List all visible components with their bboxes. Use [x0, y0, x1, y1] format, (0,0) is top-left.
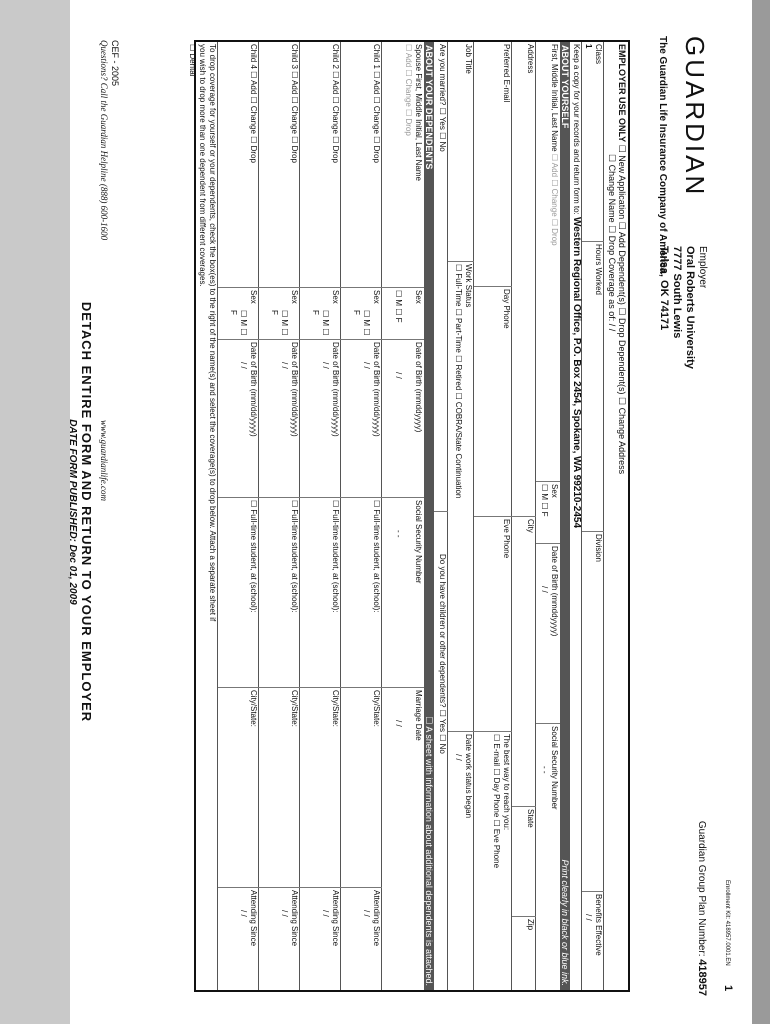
top-gray-bar: [752, 0, 770, 1024]
spouse-ssn-field[interactable]: Social Security Number - -: [382, 498, 424, 688]
bottom-gray-bar: [0, 0, 70, 1024]
child-city-state-field[interactable]: City/State:: [259, 688, 300, 888]
child-student-field[interactable]: ☐ Full-time student, at (school):: [218, 498, 259, 688]
spouse-sex-field[interactable]: Sex ☐ M ☐ F: [382, 288, 424, 340]
children-question[interactable]: Do you have children or other dependents? ☐ Yes ☐ No: [438, 554, 447, 754]
employer-use-options-2[interactable]: ☐ Change Name ☐ Drop Coverage as of: / /: [607, 154, 617, 332]
address-field[interactable]: Address: [512, 42, 536, 517]
spouse-name-field[interactable]: Spouse First, Middle Initial, Last Name ☐ Add ☐ Change ☐ Drop: [382, 42, 424, 288]
ssn-field[interactable]: Social Security Number - -: [540, 726, 559, 810]
dob-field[interactable]: Date of Birth (mmddyyyy) / /: [536, 544, 560, 724]
child-attending-field[interactable]: Attending Since / /: [280, 890, 299, 947]
child-row: [217, 42, 259, 990]
keep-copy-row: [570, 42, 582, 990]
detach-notice: DETACH ENTIRE FORM AND RETURN TO YOUR EMPLOYER: [79, 301, 94, 723]
address-row: [511, 42, 536, 990]
child-sex-field[interactable]: Sex ☐ M ☐ F: [341, 288, 382, 340]
child-attending-field[interactable]: Attending Since / /: [362, 890, 381, 947]
state-field[interactable]: State: [512, 807, 536, 917]
division-field[interactable]: Division: [582, 532, 604, 892]
email-field[interactable]: Preferred E-mail: [474, 42, 512, 287]
attached-note[interactable]: ☐ A sheet with information about additional dependents is attached.: [424, 716, 434, 986]
plan-label: Guardian Group Plan Number:: [696, 820, 707, 957]
child-row: [340, 42, 382, 990]
group-plan-number: [696, 821, 708, 996]
child-dob-field[interactable]: Date of Birth (mm/dd/yyyy) / /: [259, 340, 300, 498]
child-sex-field[interactable]: Sex ☐ M ☐ F: [259, 288, 300, 340]
city-field[interactable]: City: [512, 517, 536, 807]
child-row: [299, 42, 341, 990]
employer-use-title: EMPLOYER USE ONLY: [617, 44, 627, 143]
marriage-date-field[interactable]: Marriage Date / /: [394, 690, 423, 741]
enrollment-form: [188, 40, 630, 992]
sex-field[interactable]: Sex ☐ M ☐ F: [536, 482, 560, 544]
enrollment-kit: Enrollment Kit: 418957.0001.EN: [724, 880, 730, 966]
employer-address1: 7777 South Lewis: [671, 246, 683, 339]
footer-website: www.guardianlife.com: [99, 420, 109, 501]
hours-worked-field[interactable]: Hours Worked: [582, 242, 604, 532]
job-row: [447, 42, 474, 990]
child-attending-field[interactable]: Attending Since / /: [321, 890, 340, 947]
drop-note-row: [188, 42, 218, 990]
keep-copy-text: Keep a copy for your records and return form to:: [572, 44, 581, 215]
job-title-field[interactable]: Job Title: [448, 42, 474, 262]
child-dob-field[interactable]: Date of Birth (mm/dd/yyyy) / /: [218, 340, 259, 498]
guardian-logo: [679, 36, 710, 197]
drop-note-line2: you wish to drop more than one dependent from different coverages.: [198, 44, 207, 287]
published-date: DATE FORM PUBLISHED: Dec 01, 2009: [67, 419, 78, 605]
benefits-effective-field[interactable]: Benefits Effective / /: [584, 894, 603, 956]
day-phone-field[interactable]: Day Phone: [474, 287, 512, 517]
eve-phone-field[interactable]: Eve Phone: [474, 517, 512, 732]
plan-number: 418957: [696, 959, 708, 996]
child-sex-field[interactable]: Sex ☐ M ☐ F: [218, 288, 259, 340]
child-city-state-field[interactable]: City/State:: [300, 688, 341, 888]
footer-helpline: Questions? Call the Guardian Helpline (888) 600-1600: [99, 40, 109, 241]
class-value[interactable]: 1: [584, 44, 593, 49]
child-name-field[interactable]: Child 3 ☐ Add ☐ Change ☐ Drop: [259, 42, 300, 288]
form-header: [620, 36, 712, 996]
footer-code: CEF - 2005: [110, 40, 120, 87]
logo-text: GUARDIAN: [680, 36, 710, 198]
employer-use-options[interactable]: ☐ New Application ☐ Add Dependent(s) ☐ Drop Dependent(s) ☐ Change Address: [617, 144, 627, 475]
child-sex-field[interactable]: Sex ☐ M ☐ F: [300, 288, 341, 340]
child-student-field[interactable]: ☐ Full-time student, at (school):: [259, 498, 300, 688]
reach-field[interactable]: The best way to reach you: ☐ E-mail ☐ Day Phone ☐ Eve Phone: [492, 734, 511, 869]
company-name: The Guardian Life Insurance Company of America: [657, 36, 668, 274]
return-address: Western Regional Office, P.O. Box 2454, Spokane, WA 99210-2454: [571, 216, 582, 529]
about-dependents-header: ABOUT YOUR DEPENDENTS ☐ A sheet with information about additional dependents is attached.: [424, 42, 434, 990]
zip-field[interactable]: Zip: [526, 919, 535, 931]
child-city-state-field[interactable]: City/State:: [218, 688, 259, 888]
contact-row: [473, 42, 512, 990]
child-student-field[interactable]: ☐ Full-time student, at (school):: [300, 498, 341, 688]
child-city-state-field[interactable]: City/State:: [341, 688, 382, 888]
child-dob-field[interactable]: Date of Birth (mm/dd/yyyy) / /: [341, 340, 382, 498]
child-student-field[interactable]: ☐ Full-time student, at (school):: [341, 498, 382, 688]
work-status-field[interactable]: Work Status ☐ Full-Time ☐ Part-Time ☐ Retired ☐ COBRA/State Continuation: [448, 262, 474, 732]
employer-use-row: [603, 42, 628, 990]
employer-address2: Tulsa, OK 74171: [658, 246, 670, 331]
class-row: [581, 42, 604, 990]
work-began-field[interactable]: Date work status began / /: [454, 734, 473, 819]
child-dob-field[interactable]: Date of Birth (mm/dd/yyyy) / /: [300, 340, 341, 498]
child-name-field[interactable]: Child 1 ☐ Add ☐ Change ☐ Drop: [341, 42, 382, 288]
child-name-field[interactable]: Child 4 ☐ Add ☐ Change ☐ Drop: [218, 42, 259, 288]
dental-checkbox[interactable]: ☐ Dental: [188, 44, 197, 77]
about-yourself-header: ABOUT YOURSELF Print clearly in black or blue ink.: [560, 42, 570, 990]
married-row: [433, 42, 448, 990]
employer-label: Employer: [697, 246, 708, 289]
name-row: [535, 42, 560, 990]
employer-block: [657, 246, 708, 369]
child-attending-field[interactable]: Attending Since / /: [239, 890, 258, 947]
child-row: [258, 42, 300, 990]
child-name-field[interactable]: Child 2 ☐ Add ☐ Change ☐ Drop: [300, 42, 341, 288]
spouse-dob-field[interactable]: Date of Birth (mmddyyyy) / /: [382, 340, 424, 498]
drop-note-line1: To drop coverage for yourself or your dependents, check the box(es) to the right of the name(s) and select the coverage(s) to drop below. Attach a separate sheet if: [208, 44, 217, 622]
print-note: Print clearly in black or blue ink.: [560, 859, 570, 986]
spouse-row: [381, 42, 424, 990]
employer-name: Oral Roberts University: [684, 246, 696, 369]
class-label: Class: [594, 44, 603, 65]
page-number: 1: [722, 985, 734, 992]
name-field[interactable]: First, Middle Initial, Last Name ☐ Add ☐ Change ☐ Drop: [536, 42, 560, 482]
married-question[interactable]: Are you married? ☐ Yes ☐ No: [434, 42, 448, 512]
